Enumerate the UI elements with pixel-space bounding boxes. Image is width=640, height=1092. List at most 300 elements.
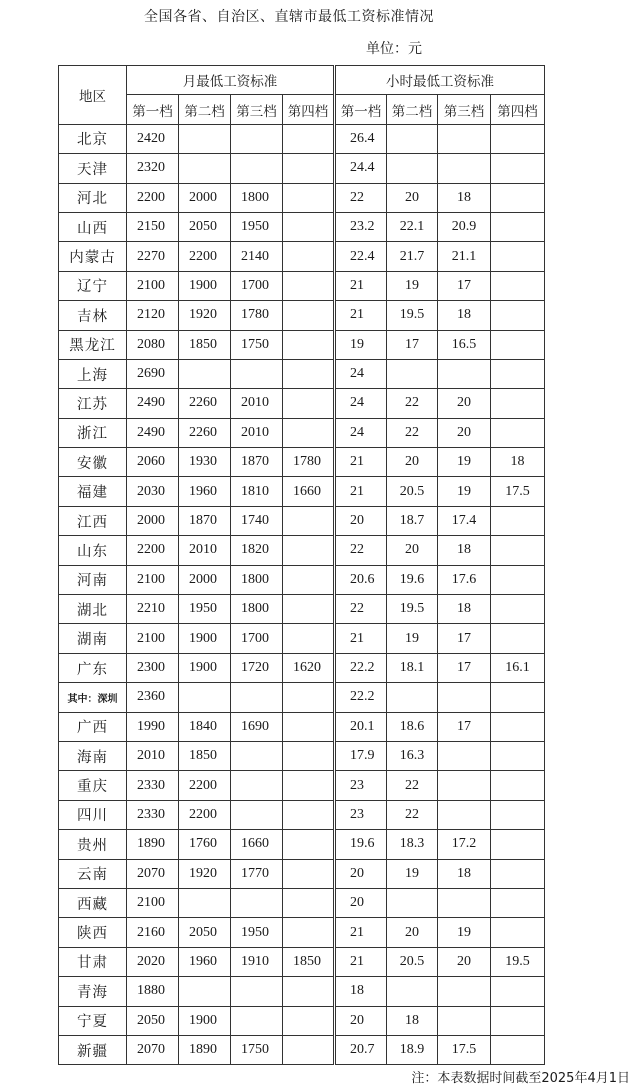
monthly-value-cell: 1850 xyxy=(283,947,335,976)
hourly-value-cell: 21 xyxy=(335,301,387,330)
table-row xyxy=(59,212,545,241)
monthly-value-cell: 1700 xyxy=(231,624,283,653)
hourly-value-cell xyxy=(438,741,491,770)
monthly-value-cell xyxy=(231,154,283,183)
hourly-value-cell xyxy=(491,1006,545,1035)
monthly-value-cell: 1990 xyxy=(127,712,179,741)
monthly-value-cell: 1950 xyxy=(179,595,231,624)
monthly-value-cell: 1800 xyxy=(231,183,283,212)
monthly-value-cell xyxy=(283,418,335,447)
hourly-value-cell: 21 xyxy=(335,448,387,477)
monthly-value-cell xyxy=(283,271,335,300)
monthly-value-cell: 2420 xyxy=(127,124,179,153)
hourly-value-cell xyxy=(491,389,545,418)
hourly-value-cell xyxy=(491,536,545,565)
monthly-value-cell xyxy=(283,977,335,1006)
table-row xyxy=(59,506,545,535)
hourly-value-cell: 18 xyxy=(491,448,545,477)
region-cell: 安徽 xyxy=(59,448,127,477)
hourly-value-cell xyxy=(491,830,545,859)
hourly-value-cell: 16.1 xyxy=(491,653,545,682)
hourly-value-cell: 18.9 xyxy=(387,1035,438,1064)
monthly-value-cell xyxy=(283,595,335,624)
hourly-value-cell xyxy=(387,154,438,183)
hourly-value-cell: 20 xyxy=(335,859,387,888)
monthly-value-cell: 1850 xyxy=(179,330,231,359)
hourly-value-cell: 17.2 xyxy=(438,830,491,859)
table-header xyxy=(59,66,545,125)
hourly-value-cell: 21.1 xyxy=(438,242,491,271)
hourly-value-cell: 24 xyxy=(335,418,387,447)
hourly-value-cell xyxy=(387,359,438,388)
monthly-value-cell xyxy=(283,624,335,653)
monthly-value-cell: 1800 xyxy=(231,595,283,624)
region-cell: 湖南 xyxy=(59,624,127,653)
hourly-value-cell: 22 xyxy=(335,595,387,624)
region-header: 地区 xyxy=(59,66,127,125)
monthly-value-cell xyxy=(283,154,335,183)
monthly-value-cell xyxy=(283,830,335,859)
region-cell: 新疆 xyxy=(59,1035,127,1064)
monthly-value-cell xyxy=(283,506,335,535)
monthly-value-cell: 1950 xyxy=(231,212,283,241)
hourly-value-cell xyxy=(438,771,491,800)
hourly-value-cell xyxy=(491,271,545,300)
hourly-value-cell: 19 xyxy=(335,330,387,359)
monthly-value-cell: 2300 xyxy=(127,653,179,682)
hourly-value-cell: 22.1 xyxy=(387,212,438,241)
hourly-value-cell xyxy=(438,977,491,1006)
monthly-value-cell: 2690 xyxy=(127,359,179,388)
monthly-value-cell: 1960 xyxy=(179,947,231,976)
monthly-value-cell: 1870 xyxy=(179,506,231,535)
monthly-value-cell: 1900 xyxy=(179,624,231,653)
hourly-value-cell: 20 xyxy=(438,947,491,976)
monthly-value-cell: 1920 xyxy=(179,301,231,330)
hourly-value-cell: 17.4 xyxy=(438,506,491,535)
monthly-value-cell: 1690 xyxy=(231,712,283,741)
hourly-value-cell: 22 xyxy=(387,389,438,418)
monthly-value-cell: 1760 xyxy=(179,830,231,859)
hourly-value-cell xyxy=(438,1006,491,1035)
hourly-value-cell xyxy=(438,124,491,153)
hourly-value-cell: 18 xyxy=(438,595,491,624)
region-cell: 河南 xyxy=(59,565,127,594)
monthly-value-cell: 2160 xyxy=(127,918,179,947)
monthly-value-cell: 2330 xyxy=(127,800,179,829)
table-row xyxy=(59,888,545,917)
monthly-value-cell xyxy=(179,683,231,712)
monthly-value-cell xyxy=(283,359,335,388)
hourly-value-cell: 22 xyxy=(387,771,438,800)
hourly-value-cell xyxy=(491,212,545,241)
region-cell: 山西 xyxy=(59,212,127,241)
hourly-tier-header: 第一档 xyxy=(335,95,387,124)
table-row xyxy=(59,359,545,388)
monthly-value-cell: 2140 xyxy=(231,242,283,271)
table-row xyxy=(59,653,545,682)
hourly-value-cell: 20.6 xyxy=(335,565,387,594)
hourly-value-cell xyxy=(491,359,545,388)
hourly-value-cell xyxy=(491,771,545,800)
hourly-value-cell: 20.9 xyxy=(438,212,491,241)
monthly-value-cell xyxy=(231,977,283,1006)
table-row xyxy=(59,448,545,477)
monthly-value-cell: 2320 xyxy=(127,154,179,183)
monthly-value-cell: 1930 xyxy=(179,448,231,477)
hourly-value-cell: 18.6 xyxy=(387,712,438,741)
monthly-value-cell xyxy=(179,154,231,183)
region-cell: 广西 xyxy=(59,712,127,741)
hourly-value-cell xyxy=(491,301,545,330)
monthly-value-cell: 2260 xyxy=(179,418,231,447)
monthly-value-cell: 2100 xyxy=(127,271,179,300)
hourly-value-cell xyxy=(438,888,491,917)
table-row xyxy=(59,595,545,624)
monthly-value-cell: 1780 xyxy=(283,448,335,477)
monthly-value-cell xyxy=(283,183,335,212)
hourly-value-cell xyxy=(491,624,545,653)
monthly-tier-header: 第一档 xyxy=(127,95,179,124)
monthly-value-cell xyxy=(283,330,335,359)
hourly-value-cell: 20.7 xyxy=(335,1035,387,1064)
monthly-value-cell xyxy=(283,1006,335,1035)
hourly-value-cell: 21 xyxy=(335,477,387,506)
monthly-value-cell xyxy=(179,359,231,388)
monthly-value-cell xyxy=(283,888,335,917)
hourly-value-cell: 20.5 xyxy=(387,947,438,976)
table-row xyxy=(59,1006,545,1035)
monthly-value-cell: 1660 xyxy=(231,830,283,859)
hourly-value-cell: 19.5 xyxy=(387,595,438,624)
monthly-value-cell: 1660 xyxy=(283,477,335,506)
monthly-value-cell: 1780 xyxy=(231,301,283,330)
table-row xyxy=(59,977,545,1006)
region-cell: 陕西 xyxy=(59,918,127,947)
monthly-value-cell: 1890 xyxy=(127,830,179,859)
monthly-value-cell xyxy=(283,536,335,565)
hourly-value-cell: 17.6 xyxy=(438,565,491,594)
region-cell: 江西 xyxy=(59,506,127,535)
hourly-value-cell: 16.3 xyxy=(387,741,438,770)
table-row xyxy=(59,154,545,183)
hourly-value-cell: 17 xyxy=(438,653,491,682)
monthly-value-cell: 1620 xyxy=(283,653,335,682)
hourly-tier-header: 第二档 xyxy=(387,95,438,124)
monthly-value-cell xyxy=(179,977,231,1006)
region-cell: 贵州 xyxy=(59,830,127,859)
hourly-value-cell xyxy=(491,741,545,770)
monthly-value-cell xyxy=(283,918,335,947)
table-row xyxy=(59,830,545,859)
table-row xyxy=(59,918,545,947)
region-cell: 福建 xyxy=(59,477,127,506)
hourly-value-cell: 17.5 xyxy=(438,1035,491,1064)
hourly-value-cell xyxy=(491,124,545,153)
unit-label: 单位：元 xyxy=(366,41,422,57)
hourly-value-cell xyxy=(387,683,438,712)
hourly-value-cell: 17 xyxy=(438,624,491,653)
table-row xyxy=(59,800,545,829)
hourly-value-cell: 24 xyxy=(335,389,387,418)
monthly-value-cell: 1810 xyxy=(231,477,283,506)
monthly-tier-header: 第四档 xyxy=(283,95,335,124)
hourly-value-cell: 17 xyxy=(438,271,491,300)
monthly-value-cell: 2010 xyxy=(231,418,283,447)
monthly-value-cell xyxy=(283,389,335,418)
monthly-value-cell: 1800 xyxy=(231,565,283,594)
monthly-value-cell: 2200 xyxy=(179,242,231,271)
monthly-value-cell: 2100 xyxy=(127,888,179,917)
hourly-value-cell: 23.2 xyxy=(335,212,387,241)
monthly-value-cell: 2030 xyxy=(127,477,179,506)
hourly-value-cell xyxy=(491,918,545,947)
hourly-value-cell: 20.1 xyxy=(335,712,387,741)
monthly-value-cell xyxy=(283,1035,335,1064)
monthly-value-cell: 1740 xyxy=(231,506,283,535)
hourly-value-cell: 18 xyxy=(438,183,491,212)
table-row xyxy=(59,741,545,770)
monthly-value-cell: 2200 xyxy=(179,800,231,829)
hourly-value-cell: 18 xyxy=(438,301,491,330)
hourly-value-cell xyxy=(491,595,545,624)
monthly-value-cell: 2000 xyxy=(179,183,231,212)
region-cell: 山东 xyxy=(59,536,127,565)
monthly-value-cell xyxy=(231,800,283,829)
monthly-value-cell xyxy=(231,888,283,917)
hourly-value-cell: 19 xyxy=(438,477,491,506)
monthly-value-cell: 2490 xyxy=(127,389,179,418)
monthly-value-cell: 2120 xyxy=(127,301,179,330)
monthly-value-cell: 1870 xyxy=(231,448,283,477)
region-cell: 黑龙江 xyxy=(59,330,127,359)
monthly-value-cell xyxy=(283,859,335,888)
hourly-value-cell xyxy=(491,565,545,594)
monthly-value-cell: 1750 xyxy=(231,330,283,359)
hourly-value-cell: 17 xyxy=(387,330,438,359)
monthly-value-cell xyxy=(283,565,335,594)
region-cell: 重庆 xyxy=(59,771,127,800)
hourly-value-cell: 20 xyxy=(387,536,438,565)
hourly-value-cell: 21 xyxy=(335,271,387,300)
table-row xyxy=(59,536,545,565)
monthly-value-cell: 2100 xyxy=(127,624,179,653)
monthly-value-cell xyxy=(179,124,231,153)
monthly-value-cell xyxy=(231,1006,283,1035)
hourly-value-cell: 17.9 xyxy=(335,741,387,770)
hourly-value-cell xyxy=(491,859,545,888)
monthly-value-cell xyxy=(283,301,335,330)
hourly-value-cell: 17.5 xyxy=(491,477,545,506)
hourly-value-cell xyxy=(491,800,545,829)
hourly-tier-header: 第三档 xyxy=(438,95,491,124)
monthly-value-cell: 2050 xyxy=(127,1006,179,1035)
hourly-value-cell xyxy=(491,977,545,1006)
monthly-value-cell xyxy=(179,888,231,917)
table-row xyxy=(59,565,545,594)
hourly-value-cell: 18 xyxy=(335,977,387,1006)
monthly-value-cell: 2010 xyxy=(179,536,231,565)
hourly-value-cell: 20 xyxy=(335,888,387,917)
hourly-tier-header: 第四档 xyxy=(491,95,545,124)
monthly-value-cell: 2070 xyxy=(127,859,179,888)
table-row xyxy=(59,389,545,418)
monthly-value-cell: 2100 xyxy=(127,565,179,594)
hourly-value-cell: 18.7 xyxy=(387,506,438,535)
hourly-value-cell: 19 xyxy=(387,271,438,300)
hourly-value-cell: 23 xyxy=(335,771,387,800)
monthly-value-cell xyxy=(283,212,335,241)
monthly-tier-header: 第二档 xyxy=(179,95,231,124)
hourly-value-cell: 21 xyxy=(335,624,387,653)
hourly-value-cell xyxy=(491,183,545,212)
monthly-value-cell: 2200 xyxy=(127,536,179,565)
hourly-value-cell: 19 xyxy=(438,918,491,947)
monthly-value-cell xyxy=(283,741,335,770)
hourly-value-cell: 17 xyxy=(438,712,491,741)
monthly-tier-header: 第三档 xyxy=(231,95,283,124)
hourly-value-cell xyxy=(438,800,491,829)
hourly-value-cell: 19.6 xyxy=(387,565,438,594)
monthly-value-cell xyxy=(231,359,283,388)
hourly-value-cell: 22.2 xyxy=(335,653,387,682)
hourly-value-cell: 26.4 xyxy=(335,124,387,153)
hourly-value-cell: 23 xyxy=(335,800,387,829)
hourly-value-cell: 20 xyxy=(335,1006,387,1035)
monthly-value-cell: 1750 xyxy=(231,1035,283,1064)
hourly-value-cell: 24 xyxy=(335,359,387,388)
region-cell: 青海 xyxy=(59,977,127,1006)
hourly-value-cell xyxy=(491,683,545,712)
region-cell: 河北 xyxy=(59,183,127,212)
hourly-value-cell xyxy=(387,977,438,1006)
table-body xyxy=(59,124,545,1065)
monthly-value-cell: 1950 xyxy=(231,918,283,947)
region-cell: 四川 xyxy=(59,800,127,829)
footnote: 注：本表数据时间截至2025年4月1日 xyxy=(411,1071,630,1086)
monthly-value-cell xyxy=(231,683,283,712)
monthly-value-cell: 2050 xyxy=(179,918,231,947)
monthly-value-cell: 2020 xyxy=(127,947,179,976)
region-cell: 吉林 xyxy=(59,301,127,330)
hourly-value-cell: 19.5 xyxy=(491,947,545,976)
hourly-value-cell xyxy=(491,242,545,271)
hourly-value-cell xyxy=(491,154,545,183)
monthly-value-cell: 2010 xyxy=(127,741,179,770)
hourly-value-cell: 19 xyxy=(438,448,491,477)
hourly-value-cell: 21 xyxy=(335,947,387,976)
monthly-value-cell: 2150 xyxy=(127,212,179,241)
monthly-value-cell: 2050 xyxy=(179,212,231,241)
hourly-value-cell: 22 xyxy=(387,800,438,829)
hourly-value-cell: 20 xyxy=(387,183,438,212)
hourly-value-cell: 20 xyxy=(335,506,387,535)
monthly-value-cell xyxy=(231,741,283,770)
monthly-value-cell: 2490 xyxy=(127,418,179,447)
hourly-value-cell xyxy=(491,712,545,741)
hourly-value-cell xyxy=(491,1035,545,1064)
table-row xyxy=(59,1035,545,1064)
monthly-value-cell: 2060 xyxy=(127,448,179,477)
monthly-value-cell xyxy=(283,712,335,741)
monthly-value-cell xyxy=(231,771,283,800)
hourly-value-cell: 22 xyxy=(335,536,387,565)
monthly-value-cell: 1900 xyxy=(179,1006,231,1035)
region-cell: 海南 xyxy=(59,741,127,770)
table-row xyxy=(59,183,545,212)
monthly-value-cell xyxy=(283,683,335,712)
hourly-value-cell: 20.5 xyxy=(387,477,438,506)
monthly-value-cell: 2000 xyxy=(179,565,231,594)
hourly-value-cell: 20 xyxy=(387,918,438,947)
hourly-value-cell: 22.4 xyxy=(335,242,387,271)
region-cell: 北京 xyxy=(59,124,127,153)
hourly-value-cell: 18 xyxy=(438,536,491,565)
monthly-value-cell xyxy=(283,800,335,829)
hourly-value-cell: 18 xyxy=(387,1006,438,1035)
monthly-value-cell xyxy=(231,124,283,153)
monthly-value-cell: 1880 xyxy=(127,977,179,1006)
hourly-value-cell: 18.3 xyxy=(387,830,438,859)
region-cell: 甘肃 xyxy=(59,947,127,976)
table-row xyxy=(59,771,545,800)
min-wage-table xyxy=(58,65,545,1065)
monthly-value-cell: 2080 xyxy=(127,330,179,359)
hourly-value-cell: 19 xyxy=(387,859,438,888)
monthly-value-cell: 2200 xyxy=(179,771,231,800)
hourly-value-cell xyxy=(491,888,545,917)
table-row xyxy=(59,712,545,741)
hourly-value-cell: 22 xyxy=(387,418,438,447)
monthly-value-cell: 1700 xyxy=(231,271,283,300)
hourly-value-cell xyxy=(438,683,491,712)
monthly-value-cell: 1840 xyxy=(179,712,231,741)
hourly-value-cell xyxy=(491,418,545,447)
hourly-value-cell: 22.2 xyxy=(335,683,387,712)
monthly-value-cell: 2010 xyxy=(231,389,283,418)
hourly-value-cell: 20 xyxy=(438,418,491,447)
monthly-value-cell: 2270 xyxy=(127,242,179,271)
monthly-value-cell: 2000 xyxy=(127,506,179,535)
table-row xyxy=(59,301,545,330)
region-cell: 辽宁 xyxy=(59,271,127,300)
hourly-value-cell: 16.5 xyxy=(438,330,491,359)
monthly-value-cell: 1890 xyxy=(179,1035,231,1064)
region-cell: 其中：深圳 xyxy=(59,683,127,712)
monthly-value-cell: 1720 xyxy=(231,653,283,682)
monthly-value-cell: 1900 xyxy=(179,271,231,300)
region-cell: 湖北 xyxy=(59,595,127,624)
monthly-value-cell: 1910 xyxy=(231,947,283,976)
monthly-value-cell: 2070 xyxy=(127,1035,179,1064)
monthly-value-cell: 2210 xyxy=(127,595,179,624)
hourly-value-cell xyxy=(491,506,545,535)
region-cell: 浙江 xyxy=(59,418,127,447)
table-row xyxy=(59,624,545,653)
table-row xyxy=(59,859,545,888)
region-cell: 广东 xyxy=(59,653,127,682)
table-row xyxy=(59,418,545,447)
hourly-value-cell: 20 xyxy=(438,389,491,418)
region-cell: 云南 xyxy=(59,859,127,888)
hourly-value-cell: 21 xyxy=(335,918,387,947)
hourly-value-cell xyxy=(491,330,545,359)
monthly-value-cell: 1900 xyxy=(179,653,231,682)
hourly-value-cell xyxy=(387,888,438,917)
hourly-value-cell: 21.7 xyxy=(387,242,438,271)
table-row xyxy=(59,477,545,506)
page-title: 全国各省、自治区、直辖市最低工资标准情况 xyxy=(144,9,434,25)
